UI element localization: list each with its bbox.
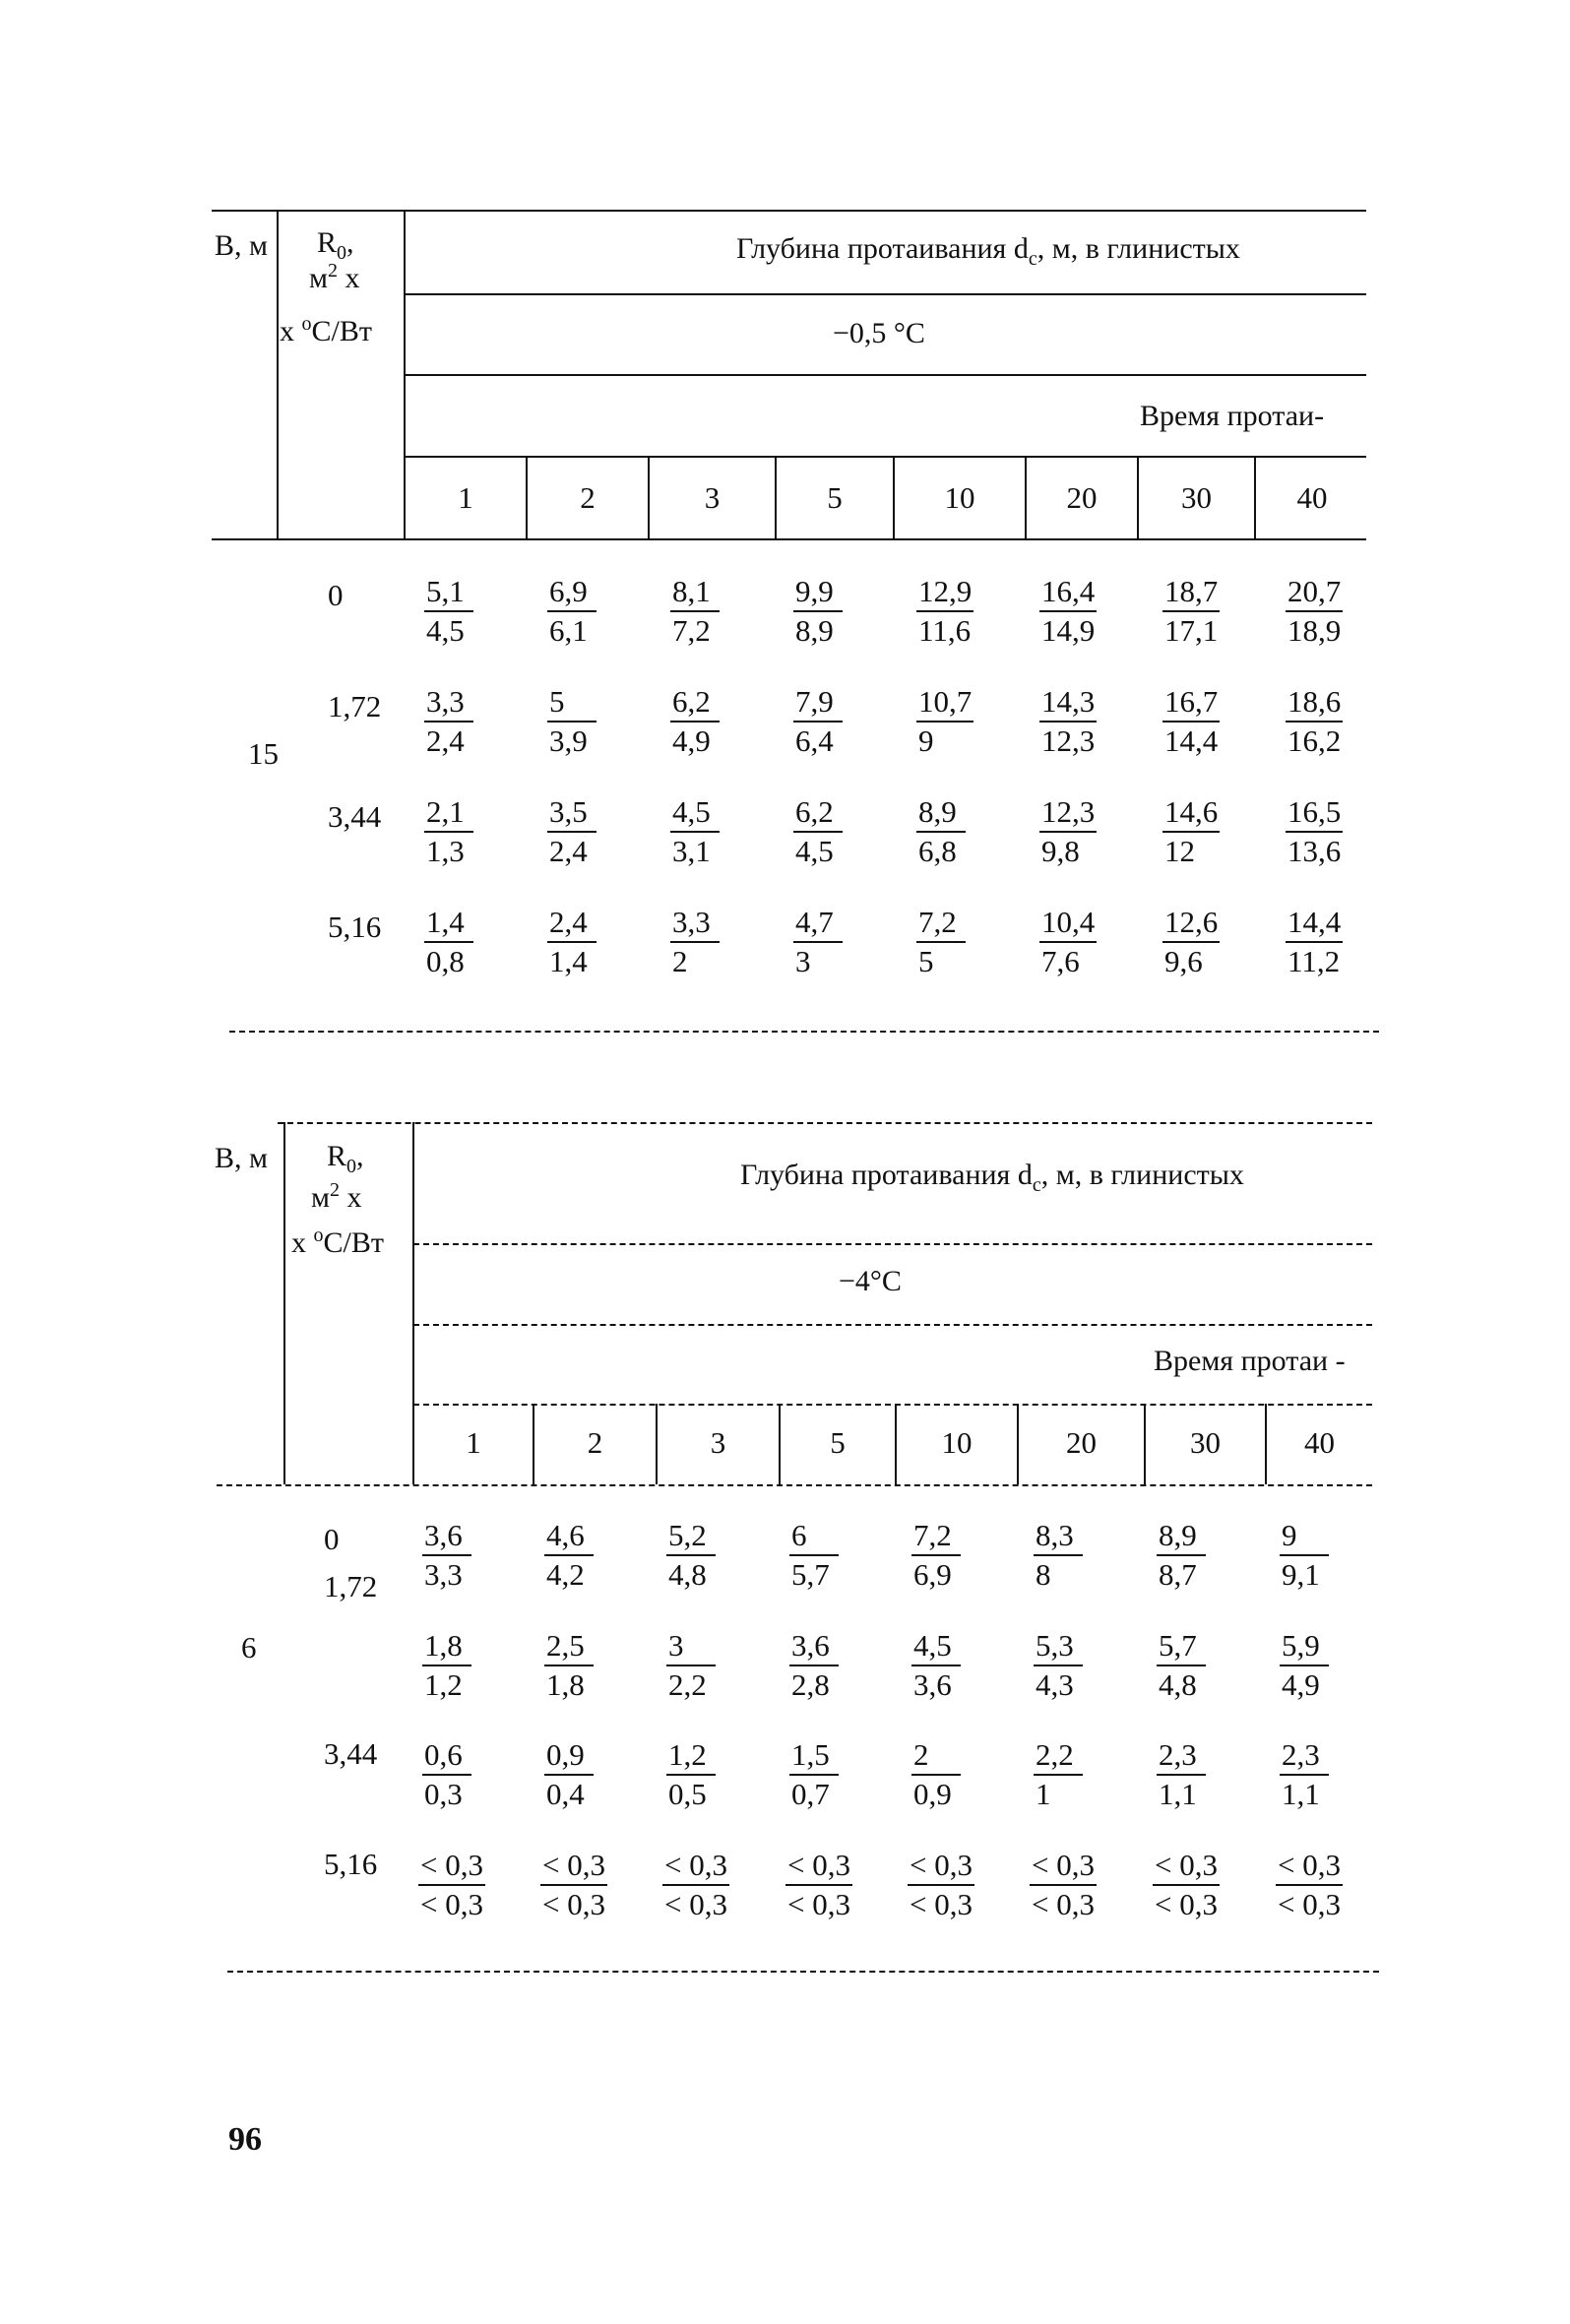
data-cell: $\frac{< 0,3}{< 0,3}$ — [1032, 1848, 1095, 1921]
data-cell: $\frac{3,3}{2,4}$ — [424, 683, 503, 760]
data-cell: $\frac{7,9}{6,4}$ — [793, 683, 872, 760]
data-cell: $\frac{12,3}{9,8}$ — [1041, 794, 1096, 868]
data-cell: $\frac{0,6}{0,3}$ — [422, 1736, 501, 1813]
data-cell: $\frac{< 0,3}{< 0,3}$ — [787, 1848, 850, 1921]
data-cell: $\frac{4,7}{3}$ — [793, 904, 872, 980]
data-cell: $\frac{5,7}{4,8}$ — [1157, 1627, 1235, 1704]
data-cell: $\frac{2,4}{1,4}$ — [547, 904, 626, 980]
data-cell: $\frac{7,2}{6,9}$ — [911, 1517, 990, 1594]
data-cell: $\frac{6,2}{4,9}$ — [670, 683, 749, 760]
data-cell: $\frac{3,6}{2,8}$ — [789, 1627, 868, 1704]
table-2-header-bottom-rule — [217, 1484, 1372, 1486]
table-title: Глубина протаивания $d_с$, м, в глинистых — [736, 232, 1240, 270]
table-1-rule-title — [405, 293, 1366, 295]
table-1-bottom-rule — [229, 1031, 1379, 1033]
data-cell: $\frac{< 0,3}{< 0,3}$ — [542, 1848, 605, 1921]
time-col: 1 — [466, 1425, 481, 1460]
data-cell: $\frac{4,6}{4,2}$ — [544, 1517, 623, 1594]
data-cell: $\frac{16,7}{14,4}$ — [1164, 684, 1219, 758]
table-1-top-rule — [212, 210, 1366, 212]
data-cell: $\frac{5}{3,9}$ — [547, 683, 626, 760]
data-cell: $\frac{3,6}{3,3}$ — [422, 1517, 501, 1594]
table-2-rule-title — [413, 1243, 1372, 1245]
data-cell: $\frac{18,6}{16,2}$ — [1287, 684, 1342, 758]
header-r0-units-2: х $^о$С/Вт — [291, 1225, 384, 1259]
page-number: 96 — [228, 2121, 262, 2158]
table-1-rule-time — [405, 456, 1366, 458]
data-cell: $\frac{14,4}{11,2}$ — [1287, 905, 1342, 978]
table-1-rule-temp — [405, 374, 1366, 376]
time-label: Время протаи - — [1154, 1345, 1346, 1377]
data-cell: $\frac{6,9}{6,1}$ — [547, 573, 626, 650]
data-cell: $\frac{9,9}{8,9}$ — [793, 573, 872, 650]
r-value: 1,72 — [324, 1569, 378, 1603]
time-col: 5 — [827, 480, 843, 515]
data-cell: $\frac{8,9}{8,7}$ — [1157, 1517, 1235, 1594]
data-cell: $\frac{14,6}{12}$ — [1164, 794, 1219, 868]
r-value: 0 — [324, 1522, 340, 1556]
data-cell: $\frac{8,9}{6,8}$ — [916, 793, 995, 870]
data-cell: $\frac{0,9}{0,4}$ — [544, 1736, 623, 1813]
b-value: 15 — [248, 736, 279, 771]
data-cell: $\frac{3,5}{2,4}$ — [547, 793, 626, 870]
data-cell: $\frac{3,3}{2}$ — [670, 904, 749, 980]
data-cell: $\frac{5,1}{4,5}$ — [424, 573, 503, 650]
time-col: 30 — [1190, 1425, 1221, 1460]
data-cell: $\frac{2,3}{1,1}$ — [1157, 1736, 1235, 1813]
time-col: 10 — [944, 480, 975, 515]
r-value: 1,72 — [328, 689, 382, 723]
header-b: В, м — [215, 1142, 268, 1174]
data-cell: $\frac{1,5}{0,7}$ — [789, 1736, 868, 1813]
data-cell: $\frac{4,5}{3,1}$ — [670, 793, 749, 870]
data-cell: $\frac{1,4}{0,8}$ — [424, 904, 503, 980]
data-cell: $\frac{12,6}{9,6}$ — [1164, 905, 1219, 978]
data-cell: $\frac{5,9}{4,9}$ — [1280, 1627, 1358, 1704]
b-value: 6 — [241, 1630, 257, 1664]
table-2-bottom-rule — [227, 1971, 1379, 1973]
data-cell: $\frac{8,3}{8}$ — [1034, 1517, 1112, 1594]
temperature-label: −4°С — [839, 1265, 902, 1297]
data-cell: $\frac{7,2}{5}$ — [916, 904, 995, 980]
data-cell: $\frac{< 0,3}{< 0,3}$ — [1155, 1848, 1218, 1921]
table-2-col-divider-b — [283, 1122, 285, 1484]
time-col: 2 — [580, 480, 596, 515]
data-cell: $\frac{< 0,3}{< 0,3}$ — [910, 1848, 973, 1921]
time-label: Время протаи- — [1140, 400, 1325, 432]
time-col: 40 — [1304, 1425, 1335, 1460]
time-col: 5 — [830, 1425, 846, 1460]
table-2-rule-temp — [413, 1324, 1372, 1326]
data-cell: $\frac{2,2}{1}$ — [1034, 1736, 1112, 1813]
data-cell: $\frac{1,8}{1,2}$ — [422, 1627, 501, 1704]
data-cell: $\frac{14,3}{12,3}$ — [1041, 684, 1096, 758]
data-cell: $\frac{16,5}{13,6}$ — [1287, 794, 1342, 868]
time-col: 10 — [941, 1425, 973, 1460]
time-col: 30 — [1181, 480, 1212, 515]
data-cell: $\frac{10,7}{9}$ — [918, 684, 973, 758]
data-cell: $\frac{8,1}{7,2}$ — [670, 573, 749, 650]
data-cell: $\frac{9}{9,1}$ — [1280, 1517, 1358, 1594]
data-cell: $\frac{12,9}{11,6}$ — [918, 574, 973, 648]
time-col: 3 — [710, 1425, 726, 1460]
header-r0-units-1: $м^2$ х — [311, 1179, 362, 1214]
data-cell: $\frac{10,4}{7,6}$ — [1041, 905, 1096, 978]
data-cell: $\frac{4,5}{3,6}$ — [911, 1627, 990, 1704]
data-cell: $\frac{3}{2,2}$ — [666, 1627, 745, 1704]
data-cell: $\frac{2,1}{1,3}$ — [424, 793, 503, 870]
temperature-label: −0,5 °С — [833, 317, 925, 349]
header-r0-units-1: $м^2$ х — [309, 260, 360, 294]
data-cell: $\frac{2,5}{1,8}$ — [544, 1627, 623, 1704]
header-r0-units-2: х $^о$С/Вт — [280, 313, 372, 347]
time-col: 20 — [1066, 480, 1098, 515]
r-value: 0 — [328, 578, 344, 612]
data-cell: $\frac{5,3}{4,3}$ — [1034, 1627, 1112, 1704]
r-value: 5,16 — [328, 910, 382, 944]
data-cell: $\frac{2,3}{1,1}$ — [1280, 1736, 1358, 1813]
data-cell: $\frac{5,2}{4,8}$ — [666, 1517, 745, 1594]
table-title: Глубина протаивания $d_с$, м, в глинистых — [740, 1159, 1244, 1196]
time-col: 20 — [1066, 1425, 1097, 1460]
table-1-header-bottom-rule — [212, 538, 1366, 540]
header-r0: $R_0$, — [317, 226, 354, 264]
data-cell: $\frac{1,2}{0,5}$ — [666, 1736, 745, 1813]
r-value: 5,16 — [324, 1847, 378, 1881]
data-cell: $\frac{16,4}{14,9}$ — [1041, 574, 1096, 648]
time-col: 3 — [704, 480, 721, 515]
data-cell: $\frac{6,2}{4,5}$ — [793, 793, 872, 870]
data-cell: $\frac{18,7}{17,1}$ — [1164, 574, 1219, 648]
time-col: 40 — [1296, 480, 1328, 515]
data-cell: $\frac{< 0,3}{< 0,3}$ — [420, 1848, 483, 1921]
r-value: 3,44 — [324, 1736, 378, 1771]
r-value: 3,44 — [328, 799, 382, 834]
data-cell: $\frac{2}{0,9}$ — [911, 1736, 990, 1813]
table-2-top-rule — [278, 1122, 1372, 1124]
header-r0: $R_0$, — [327, 1140, 364, 1177]
data-cell: $\frac{< 0,3}{< 0,3}$ — [1278, 1848, 1341, 1921]
data-cell: $\frac{< 0,3}{< 0,3}$ — [664, 1848, 727, 1921]
data-cell: $\frac{20,7}{18,9}$ — [1287, 574, 1342, 648]
table-1-col-divider-b — [277, 210, 279, 538]
time-col: 1 — [458, 480, 473, 515]
data-cell: $\frac{6}{5,7}$ — [789, 1517, 868, 1594]
table-2-rule-time — [413, 1404, 1372, 1406]
time-col: 2 — [587, 1425, 603, 1460]
header-b: В, м — [215, 229, 268, 262]
